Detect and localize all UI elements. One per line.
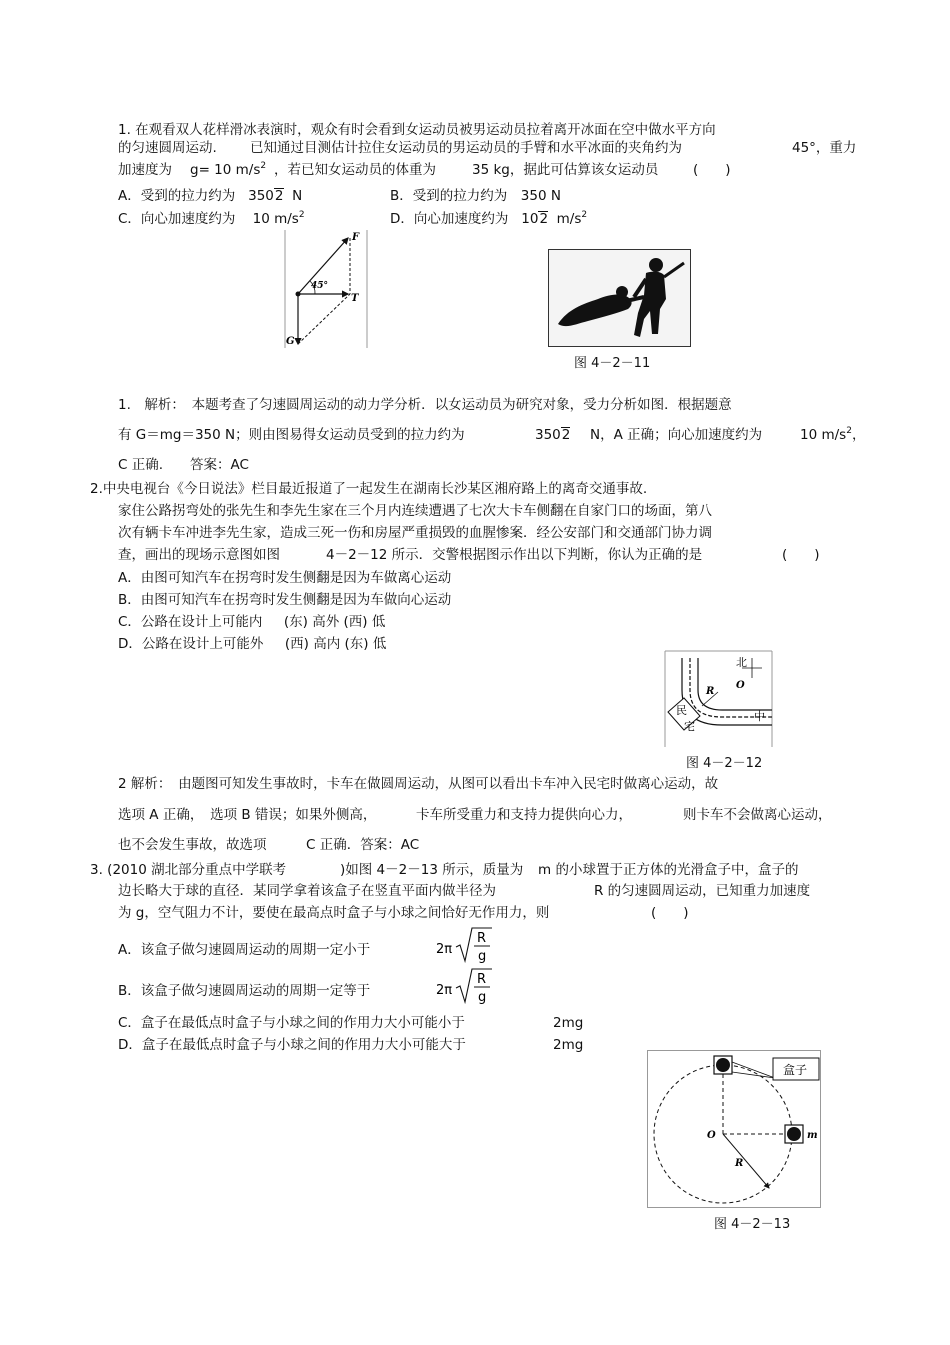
q1-label-t: T	[351, 293, 359, 304]
q1-option-b: B．受到的拉力约为 350 N	[390, 188, 561, 204]
q3-formula-b	[436, 966, 496, 1008]
q1-stem-line3d: 35 kg，据此可估算该女运动员	[472, 162, 659, 178]
q2-option-b: B．由图可知汽车在拐弯时发生侧翻是因为车做向心运动	[118, 592, 452, 608]
q2-solution-line2c: 则卡车不会做离心运动，	[683, 807, 832, 823]
q3-option-c-value: 2mg	[553, 1015, 584, 1031]
q2-label-r: R	[706, 686, 715, 697]
q2-stem-line4b: 4－2－12 所示．交警根据图示作出以下判断，你认为正确的是	[326, 547, 703, 563]
q2-option-a: A．由图可知汽车在拐弯时发生侧翻是因为车做离心运动	[118, 570, 452, 586]
q2-stem-line2: 家住公路拐弯处的张先生和李先生家在三个月内连续遭遇了七次大卡车侧翻在自家门口的场面，第八	[118, 503, 712, 519]
q1-label-f: F	[352, 232, 360, 243]
q3-stem-line2a: 边长略大于球的直径．某同学拿着该盒子在竖直平面内做半径为	[118, 883, 496, 899]
radius-arrow	[723, 1134, 769, 1188]
q1-point-mass	[296, 292, 301, 297]
q1-option-a: A．受到的拉力约为 3502 N	[118, 188, 303, 204]
formula-numerator: R	[477, 931, 487, 946]
top-ball	[716, 1058, 730, 1072]
q1-skaters-photo	[548, 249, 691, 347]
q2-figure-caption: 图 4－2－12	[686, 756, 763, 771]
box-callout-line	[732, 1062, 775, 1078]
q2-stem-line1: 2.中央电视台《今日说法》栏目最近报道了一起发生在湖南长沙某区湘府路上的离奇交通事故.	[90, 481, 648, 497]
q1-stem-line2b: 已知通过目测估计拉住女运动员的男运动员的手臂和水平冰面的夹角约为	[250, 140, 682, 156]
q1-option-d: D．向心加速度约为 102 $m/s^2$	[390, 210, 588, 227]
formula-numerator: R	[477, 972, 487, 987]
q1-force-diagram	[283, 228, 369, 350]
q3-formula-a	[436, 925, 496, 967]
q3-label-r: R	[735, 1158, 744, 1169]
road-inner-edge	[698, 658, 772, 710]
q2-label-house2: 宅	[684, 720, 695, 733]
q1-solution-line2c: 10 $m/s^2$，	[800, 426, 866, 443]
male-skater-silhouette	[649, 258, 663, 272]
formula-prefix: 2π	[436, 942, 453, 957]
q3-stem-line1b: )如图 4－2－13 所示，质量为	[340, 862, 524, 878]
right-ball	[787, 1127, 801, 1141]
q3-stem-line2b: R 的匀速圆周运动，已知重力加速度	[594, 883, 811, 899]
q3-stem-line3a: 为 g，空气阻力不计，要使在最高点时盒子与小球之间恰好无作用力，则	[118, 905, 550, 921]
q3-label-m: m	[807, 1130, 818, 1141]
q2-answer-paren: ( )	[782, 547, 820, 563]
q1-stem-line3a: 加速度为	[118, 162, 172, 178]
q2-solution-line1: 2 解析： 由题图可知发生事故时，卡车在做圆周运动，从图可以看出卡车冲入民宅时做离心运动，故	[118, 776, 719, 792]
radical-sign	[456, 928, 492, 961]
q2-option-d: D．公路在设计上可能外 (西) 高内 (东) 低	[118, 636, 387, 652]
formula-denominator: g	[478, 990, 487, 1005]
q1-stem-line2a: 的匀速圆周运动.	[118, 140, 217, 156]
q2-solution-line2a: 选项 A 正确， 选项 B 错误；如果外侧高，	[118, 807, 377, 823]
q2-solution-line2b: 卡车所受重力和支持力提供向心力，	[416, 807, 632, 823]
q2-option-c: C．公路在设计上可能内 (东) 高外 (西) 低	[118, 614, 386, 630]
q1-solution-line1: 1. 解析： 本题考查了匀速圆周运动的动力学分析．以女运动员为研究对象，受力分析如图．根据题意	[118, 397, 732, 413]
q1-solution-line3: C 正确. 答案：AC	[118, 457, 249, 473]
q1-label-angle: 45°	[311, 281, 329, 291]
q3-stem-line1c: m 的小球置于正方体的光滑盒子中，盒子的	[538, 862, 799, 878]
q3-label-box: 盒子	[783, 1063, 808, 1077]
formula-prefix: 2π	[436, 983, 453, 998]
q3-option-d: D．盒子在最低点时盒子与小球之间的作用力大小可能大于	[118, 1037, 466, 1053]
formula-denominator: g	[478, 949, 487, 964]
q3-option-c: C．盒子在最低点时盒子与小球之间的作用力大小可能小于	[118, 1015, 465, 1031]
q3-figure-caption: 图 4－2－13	[714, 1217, 791, 1232]
q3-circle-diagram	[647, 1050, 821, 1208]
q1-stem-line2c: 45°，重力	[792, 140, 857, 156]
q3-option-b: B．该盒子做匀速圆周运动的周期一定等于	[118, 983, 371, 999]
q3-answer-paren: ( )	[651, 905, 689, 921]
box-callout-line	[732, 1072, 775, 1078]
q3-option-d-value: 2mg	[553, 1037, 584, 1053]
q2-stem-line4a: 查，画出的现场示意图如图	[118, 547, 280, 563]
q3-label-o: O	[707, 1130, 716, 1141]
q2-label-o: O	[736, 680, 745, 691]
q1-solution-force-value: 3502	[535, 427, 571, 443]
q2-label-north: 北	[736, 656, 747, 669]
q2-label-center: 中	[754, 710, 765, 723]
q3-option-a: A．该盒子做匀速圆周运动的周期一定小于	[118, 942, 371, 958]
q1-label-g: G	[286, 336, 295, 347]
q2-road-diagram	[664, 650, 774, 748]
q2-label-house1: 民	[676, 704, 687, 717]
q1-stem-line1: 1. 在观看双人花样滑冰表演时，观众有时会看到女运动员被男运动员拉着离开冰面在空中做水平方向	[118, 122, 716, 138]
q2-solution-line3b: C 正确．答案：AC	[306, 837, 420, 853]
q1-stem-line3c: ，若已知女运动员的体重为	[274, 162, 436, 178]
q1-answer-paren: ( )	[693, 162, 731, 178]
q2-solution-line3a: 也不会发生事故，故选项	[118, 837, 267, 853]
q1-dashed-line	[298, 294, 350, 344]
q1-solution-line2b: N，A 正确；向心加速度约为	[590, 427, 763, 443]
q1-stem-line3b: g= 10 $m/s^2$	[190, 161, 267, 178]
road-center-line	[690, 658, 772, 717]
radical-sign	[456, 969, 492, 1002]
q2-stem-line3: 次有辆卡车冲进李先生家，造成三死一伤和房屋严重损毁的血腥惨案．经公安部门和交通部门协力调	[118, 525, 712, 541]
q1-option-c: C．向心加速度约为 10 $m/s^2$	[118, 210, 305, 227]
q1-figure-caption: 图 4－2－11	[574, 356, 651, 371]
q1-solution-line2a: 有 G＝mg＝350 N；则由图易得女运动员受到的拉力约为	[118, 427, 465, 443]
q3-stem-line1a: 3. (2010 湖北部分重点中学联考	[90, 862, 287, 878]
